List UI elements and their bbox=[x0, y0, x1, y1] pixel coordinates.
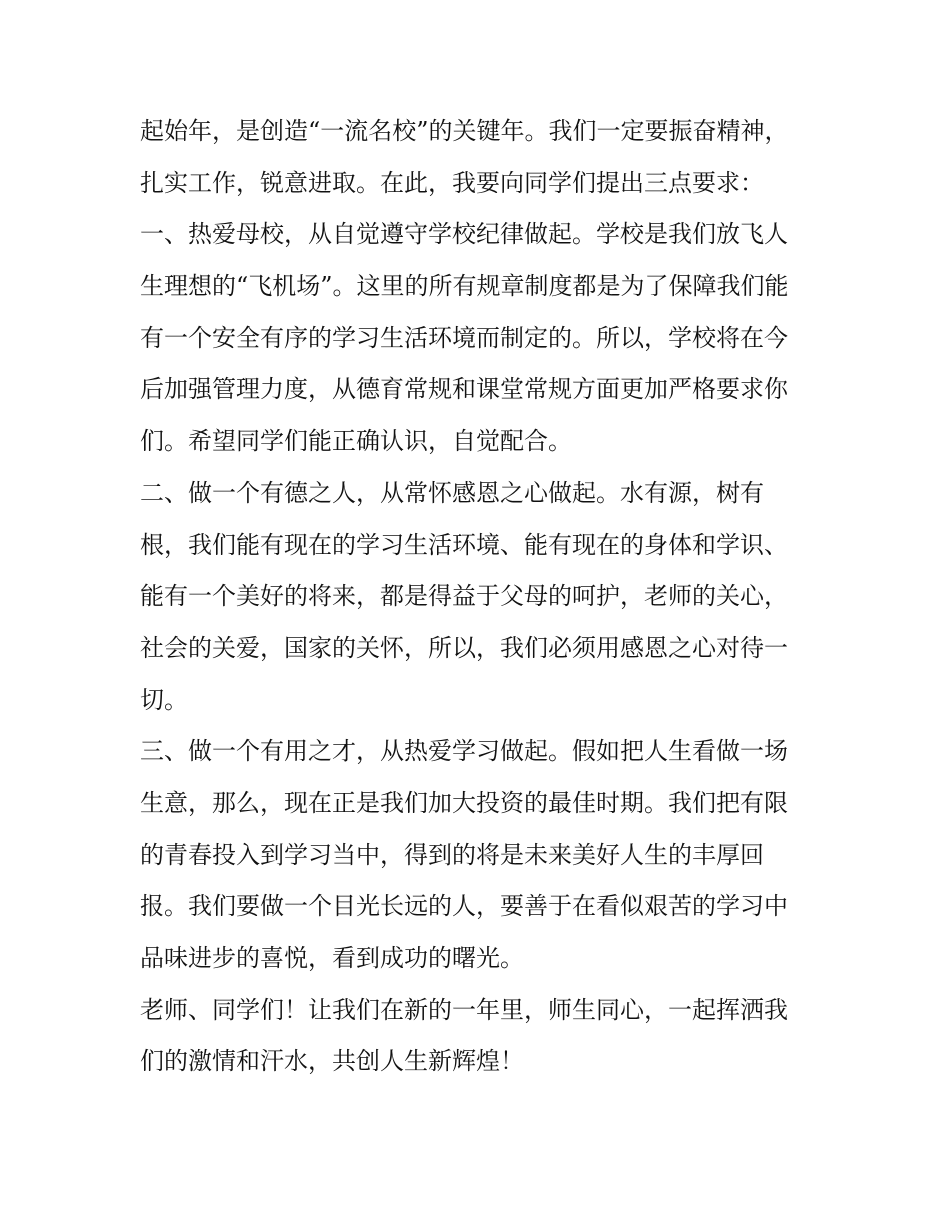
text-line: 根，我们能有现在的学习生活环境、能有现在的身体和学识、 bbox=[140, 530, 788, 559]
text-line: 老师、同学们！让我们在新的一年里，师生同心，一起挥洒我 bbox=[140, 995, 788, 1024]
text-line: 能有一个美好的将来，都是得益于父母的呵护，老师的关心， bbox=[140, 582, 788, 611]
text-line: 社会的关爱，国家的关怀，所以，我们必须用感恩之心对待一 bbox=[140, 633, 788, 662]
text-line: 有一个安全有序的学习生活环境而制定的。所以，学校将在今 bbox=[140, 323, 788, 352]
text-line: 起始年，是创造“一流名校”的关键年。我们一定要振奋精神， bbox=[140, 117, 789, 145]
text-line: 二、做一个有德之人，从常怀感恩之心做起。水有源，树有 bbox=[140, 478, 764, 507]
text-line: 后加强管理力度，从德育常规和课堂常规方面更加严格要求你 bbox=[140, 375, 788, 404]
text-line: 们的激情和汗水，共创人生新辉煌！ bbox=[140, 1047, 524, 1076]
text-line: 品味进步的喜悦，看到成功的曙光。 bbox=[140, 944, 524, 972]
text-line: 们。希望同学们能正确认识，自觉配合。 bbox=[140, 427, 572, 456]
text-line: 生意，那么，现在正是我们加大投资的最佳时期。我们把有限 bbox=[140, 788, 788, 817]
text-line: 切。 bbox=[140, 685, 188, 714]
text-line: 一、热爱母校，从自觉遵守学校纪律做起。学校是我们放飞人 bbox=[140, 220, 788, 249]
text-line: 生理想的“飞机场”。这里的所有规章制度都是为了保障我们能 bbox=[140, 272, 789, 301]
text-line: 扎实工作，锐意进取。在此，我要向同学们提出三点要求： bbox=[140, 168, 764, 197]
text-line: 的青春投入到学习当中，得到的将是未来美好人生的丰厚回 bbox=[140, 840, 764, 869]
text-line: 三、做一个有用之才，从热爱学习做起。假如把人生看做一场 bbox=[140, 737, 788, 766]
body-text bbox=[140, 106, 820, 1088]
text-line: 报。我们要做一个目光长远的人，要善于在看似艰苦的学习中 bbox=[140, 892, 788, 921]
